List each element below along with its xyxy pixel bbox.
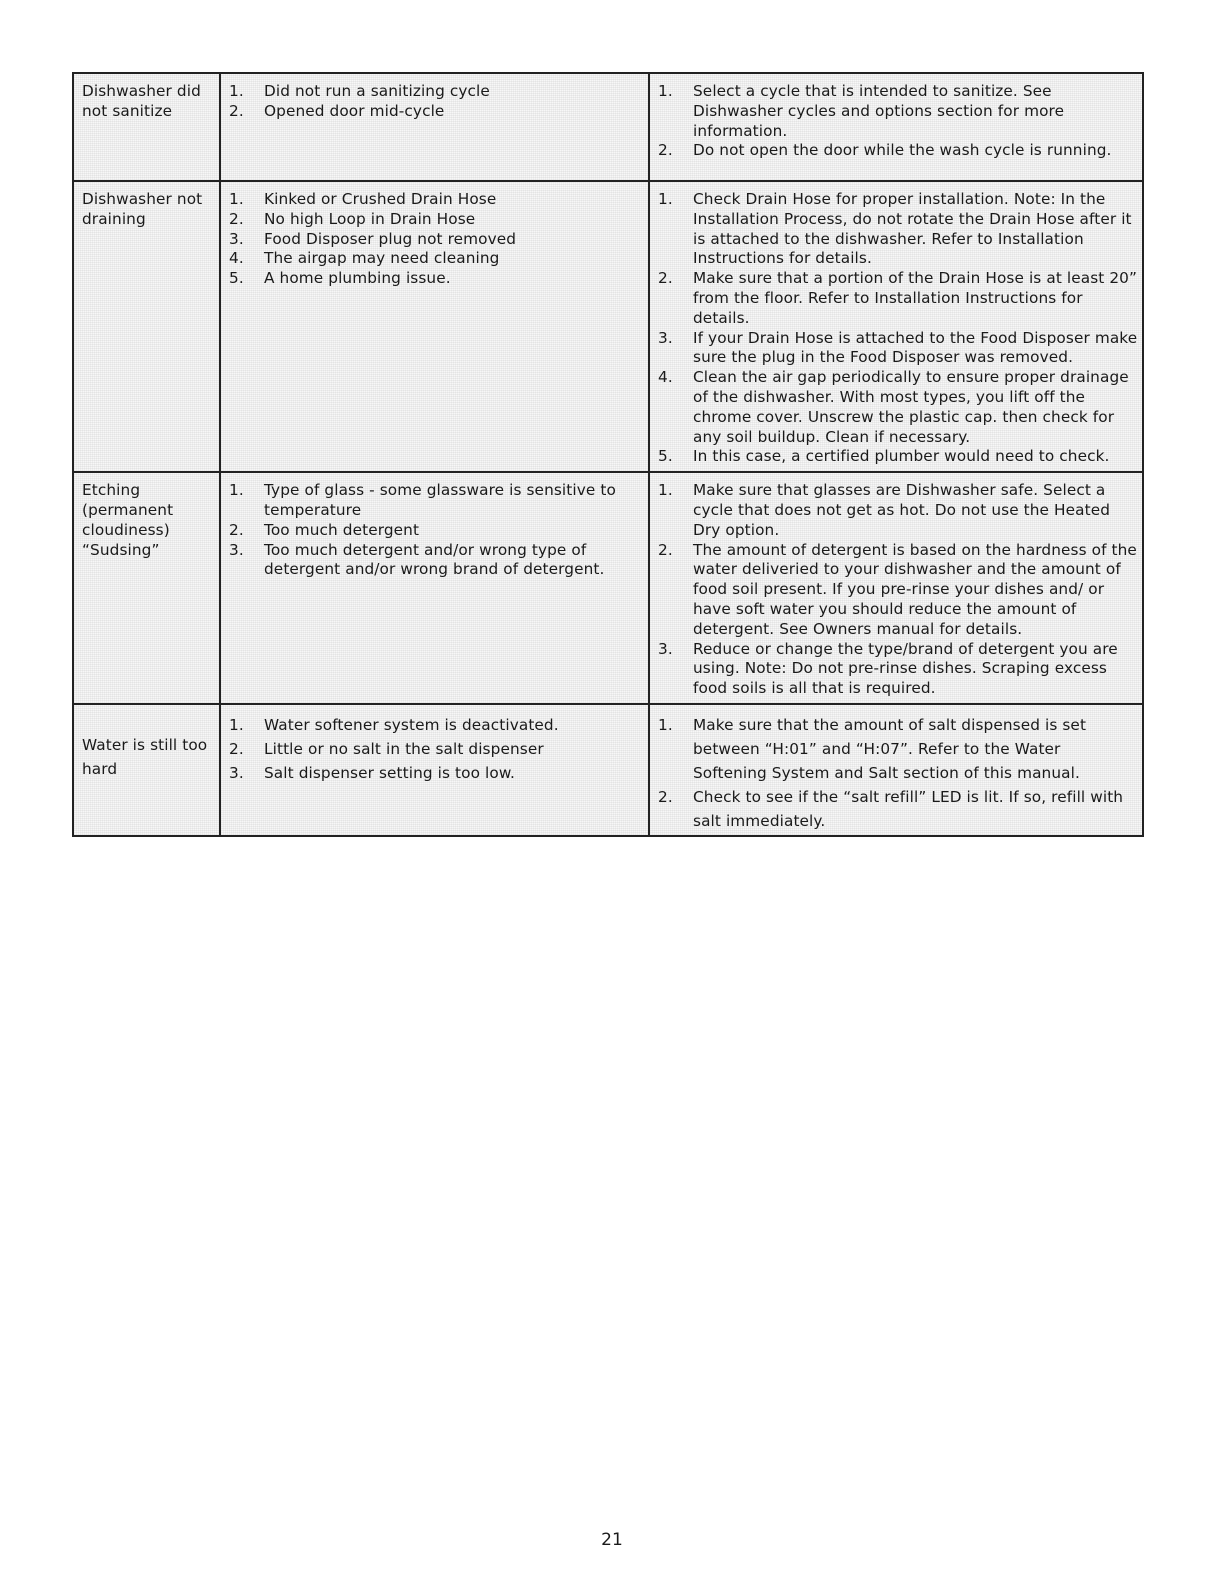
list-item <box>229 541 642 581</box>
list-item <box>658 141 1138 161</box>
table-row <box>73 181 1143 472</box>
item-number: 1. <box>229 715 244 734</box>
item-number: 1. <box>658 481 673 500</box>
cause-list <box>229 190 642 289</box>
item-text: In this case, a certified plumber would need to check. <box>693 447 1110 466</box>
list-item <box>229 761 642 785</box>
solution-cell <box>649 181 1143 472</box>
item-text: Food Disposer plug not removed <box>264 229 517 248</box>
item-number: 2. <box>658 269 673 288</box>
item-text: Make sure that a portion of the Drain Hose is at least 20” from the floor. Refer to Installation Instructions for details. <box>693 269 1138 327</box>
item-text: Check to see if the “salt refill” LED is lit. If so, refill with salt immediately. <box>693 787 1124 830</box>
item-text: Make sure that the amount of salt dispensed is set between “H:01” and “H:07”. Refer to the Water Softening System and Salt section of this manual. <box>693 715 1087 782</box>
list-item <box>658 481 1138 540</box>
item-text: Too much detergent and/or wrong type of detergent and/or wrong brand of detergent. <box>264 540 605 579</box>
list-item <box>229 210 642 230</box>
list-item <box>229 521 642 541</box>
solution-list <box>658 713 1138 833</box>
item-number: 2. <box>658 141 673 160</box>
list-item <box>229 102 642 122</box>
item-number: 2. <box>229 209 244 228</box>
table-row <box>73 472 1143 704</box>
item-text: Reduce or change the type/brand of detergent you are using. Note: Do not pre-rinse dishes. Scraping excess food soils is all that is required. <box>693 639 1118 698</box>
item-text: Make sure that glasses are Dishwasher safe. Select a cycle that does not get as hot. Do not use the Heated Dry option. <box>693 481 1111 539</box>
item-text: Opened door mid-cycle <box>264 101 445 120</box>
troubleshooting-table <box>72 72 1144 837</box>
cause-cell <box>220 73 649 181</box>
item-number: 1. <box>658 190 673 208</box>
solution-cell <box>649 704 1143 836</box>
list-item <box>658 541 1138 640</box>
item-text: No high Loop in Drain Hose <box>264 209 476 228</box>
item-text: Clean the air gap periodically to ensure proper drainage of the dishwasher. With most types, you lift off the chrome cover. Unscrew the plastic cap. then check for any soil buildup. Clean if necessary. <box>693 368 1129 446</box>
item-text: Little or no salt in the salt dispenser <box>264 739 544 758</box>
item-number: 2. <box>229 101 244 120</box>
problem-text: Dishwasher did not sanitize <box>82 82 201 120</box>
solution-list <box>658 190 1138 467</box>
item-text: Did not run a sanitizing cycle <box>264 82 490 100</box>
cause-cell <box>220 181 649 472</box>
item-number: 2. <box>658 787 673 806</box>
list-item <box>229 249 642 269</box>
item-number: 5. <box>229 269 244 288</box>
problem-text: Water is still too hard <box>82 735 208 778</box>
item-number: 3. <box>229 540 244 559</box>
item-number: 2. <box>658 540 673 559</box>
list-item <box>658 447 1138 467</box>
table-row <box>73 704 1143 836</box>
problem-cell <box>73 472 220 704</box>
item-text: Do not open the door while the wash cycle is running. <box>693 141 1112 160</box>
table-row <box>73 73 1143 181</box>
cause-cell <box>220 472 649 704</box>
cause-list <box>229 713 642 785</box>
item-number: 3. <box>658 639 673 658</box>
item-text: Salt dispenser setting is too low. <box>264 763 516 782</box>
list-item <box>658 82 1138 141</box>
item-number: 4. <box>229 249 244 268</box>
list-item <box>658 269 1138 328</box>
solution-list <box>658 82 1138 161</box>
cause-list <box>229 82 642 122</box>
problem-text: Etching (permanent cloudiness) “Sudsing” <box>82 481 174 559</box>
list-item <box>658 785 1138 833</box>
list-item <box>229 713 642 737</box>
item-number: 5. <box>658 447 673 466</box>
item-number: 1. <box>229 481 244 500</box>
item-text: The amount of detergent is based on the hardness of the water deliveried to your dishwasher and the amount of food soil present. If you pre-rinse your dishes and/ or have soft water you should reduce the amount of detergent. See Owners manual for details. <box>693 540 1137 638</box>
item-number: 1. <box>658 715 673 734</box>
list-item <box>229 269 642 289</box>
item-text: The airgap may need cleaning <box>264 249 500 268</box>
list-item <box>229 737 642 761</box>
list-item <box>229 481 642 521</box>
item-text: Too much detergent <box>264 520 420 539</box>
problem-cell <box>73 181 220 472</box>
list-item <box>229 190 642 210</box>
item-text: Select a cycle that is intended to sanitize. See Dishwasher cycles and options section for more information. <box>693 82 1065 140</box>
list-item <box>658 368 1138 447</box>
solution-cell <box>649 472 1143 704</box>
list-item <box>658 713 1138 785</box>
item-text: Kinked or Crushed Drain Hose <box>264 190 497 208</box>
solution-cell <box>649 73 1143 181</box>
item-text: Check Drain Hose for proper installation. Note: In the Installation Process, do not rotate the Drain Hose after it is attached to the dishwasher. Refer to Installation Instructions for details. <box>693 190 1132 268</box>
list-item <box>229 230 642 250</box>
item-text: Type of glass - some glassware is sensitive to temperature <box>264 481 616 519</box>
item-number: 3. <box>229 229 244 248</box>
item-number: 2. <box>229 520 244 539</box>
page-number: 21 <box>601 1530 623 1550</box>
list-item <box>658 640 1138 699</box>
problem-cell <box>73 704 220 836</box>
item-number: 2. <box>229 739 244 758</box>
cause-list <box>229 481 642 580</box>
item-number: 3. <box>229 763 244 782</box>
list-item <box>658 329 1138 369</box>
cause-cell <box>220 704 649 836</box>
item-number: 1. <box>229 82 244 100</box>
item-number: 3. <box>658 328 673 347</box>
item-text: A home plumbing issue. <box>264 269 451 288</box>
item-number: 1. <box>229 190 244 208</box>
item-number: 4. <box>658 368 673 387</box>
list-item <box>229 82 642 102</box>
solution-list <box>658 481 1138 699</box>
problem-text: Dishwasher not draining <box>82 190 203 228</box>
problem-cell <box>73 73 220 181</box>
item-number: 1. <box>658 82 673 100</box>
item-text: Water softener system is deactivated. <box>264 715 559 734</box>
item-text: If your Drain Hose is attached to the Food Disposer make sure the plug in the Food Disposer was removed. <box>693 328 1138 367</box>
list-item <box>658 190 1138 269</box>
